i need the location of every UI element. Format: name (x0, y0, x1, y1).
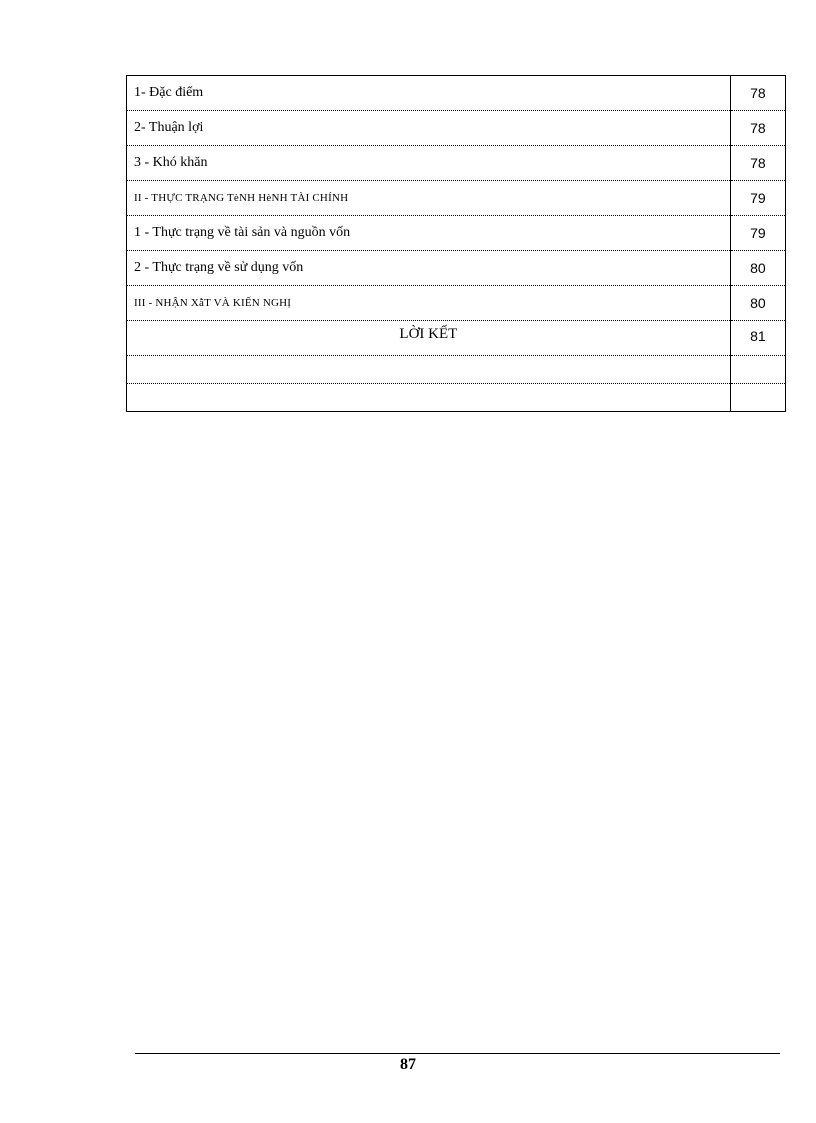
toc-entry-page: 78 (730, 76, 785, 111)
toc-entry-title (127, 356, 731, 384)
toc-entry-page: 78 (730, 146, 785, 181)
toc-entry-page: 80 (730, 251, 785, 286)
footer-divider (135, 1053, 780, 1054)
toc-entry-page: 78 (730, 111, 785, 146)
toc-entry-title: 2- Thuận lợi (127, 111, 731, 146)
toc-row-empty (127, 384, 786, 412)
toc-entry-title: 3 - Khó khăn (127, 146, 731, 181)
toc-entry-page: 79 (730, 216, 785, 251)
toc-entry-page: 81 (730, 321, 785, 356)
toc-section-heading: III - NHẬN XẫT VÀ KIẾN NGHỊ (127, 286, 731, 321)
toc-section-heading: II - THỰC TRẠNG TèNH HèNH TÀI CHÍNH (127, 181, 731, 216)
toc-row (127, 286, 786, 321)
toc-entry-title: 1- Đặc điểm (127, 76, 731, 111)
toc-closing-heading: LỜI KẾT (127, 321, 731, 356)
toc-entry-page: 80 (730, 286, 785, 321)
toc-row (127, 251, 786, 286)
toc-row (127, 146, 786, 181)
toc-entry-page: 79 (730, 181, 785, 216)
toc-entry-page (730, 384, 785, 412)
toc-entry-title (127, 384, 731, 412)
toc-row-empty (127, 356, 786, 384)
toc-row (127, 181, 786, 216)
toc-row (127, 216, 786, 251)
toc-row (127, 76, 786, 111)
page-number: 87 (400, 1056, 416, 1073)
toc-row (127, 321, 786, 356)
toc-entry-page (730, 356, 785, 384)
toc-row (127, 111, 786, 146)
toc-entry-title: 1 - Thực trạng về tài sản và nguồn vốn (127, 216, 731, 251)
toc-entry-title: 2 - Thực trạng về sử dụng vốn (127, 251, 731, 286)
table-of-contents (126, 75, 786, 412)
